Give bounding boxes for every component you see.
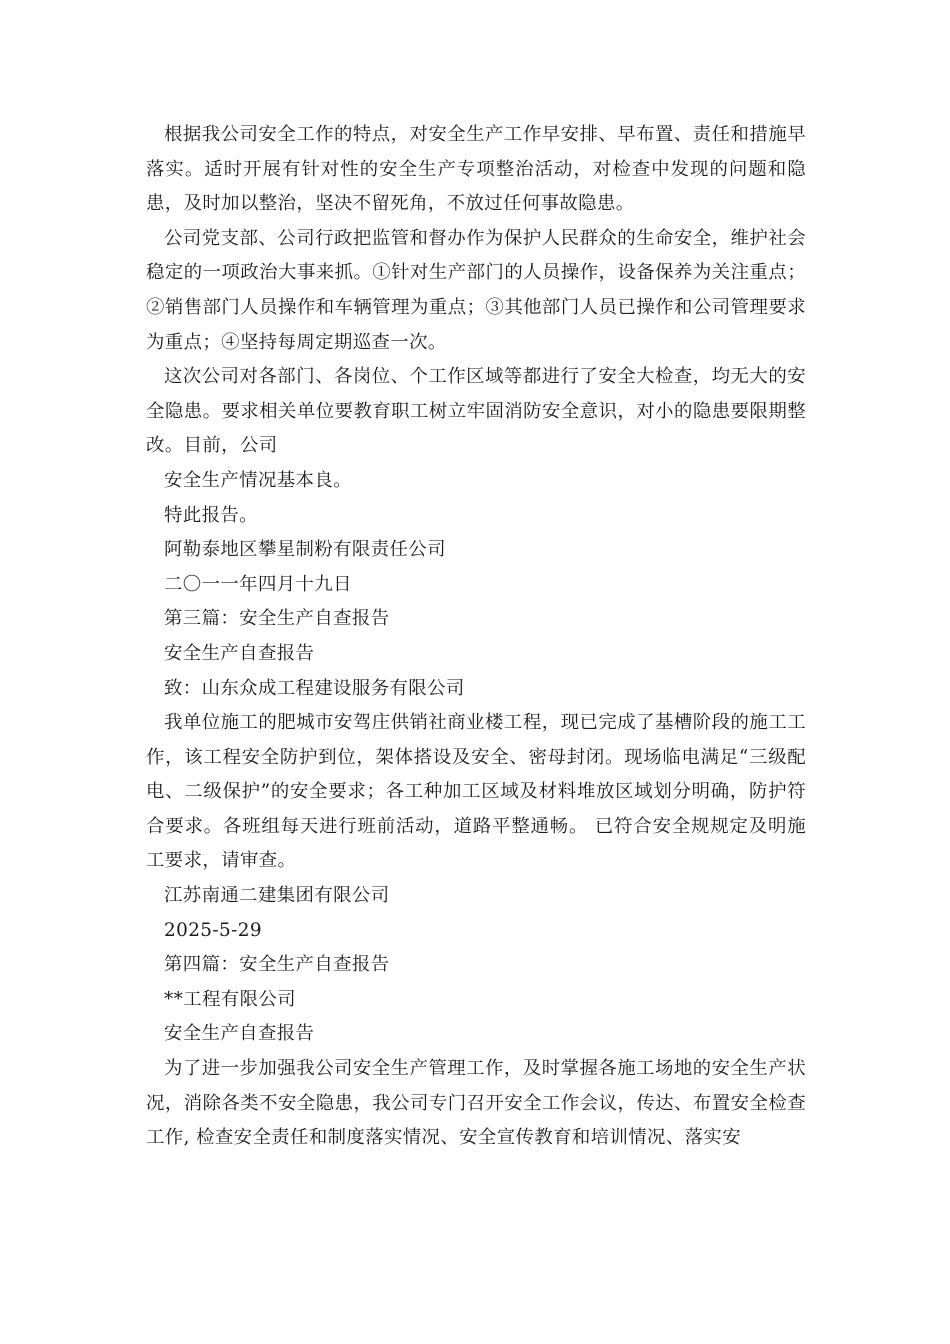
text-safety-status: 安全生产情况基本良。	[164, 469, 352, 491]
document-page	[146, 118, 806, 1156]
company-name-4: **工程有限公司	[164, 988, 296, 1010]
paragraph-party-branch-supervision: 公司党支部、公司行政把监管和督办作为保护人民群众的生命安全，维护社会稳定的一项政治大事来抓。①针对生产部门的人员操作，设备保养为关注重点；②销售部门人员操作和车辆管理为重点；③其他部门人员已操作和公司管理要求为重点；④坚持每周定期巡查一次。	[146, 227, 806, 353]
paragraph-strengthen-management: 为了进一步加强我公司安全生产管理工作，及时掌握各施工场地的安全生产状况，消除各类不安全隐患，我公司专门召开安全工作会议，传达、布置安全检查工作, 检查安全责任和制度落实情况、安全宣传教育和培训情况、落实安	[146, 1058, 806, 1149]
paragraph-construction-status: 我单位施工的肥城市安驾庄供销社商业楼工程，现已完成了基槽阶段的施工工作，该工程安全防护到位，架体搭设及安全、密母封闭。现场临电满足“三级配电、二级保护”的安全要求；各工种加工区域及材料堆放区域划分明确，防护符合要求。各班组每天进行班前活动，道路平整通畅。 已符合安全规规定及明施工要求，请审查。	[146, 712, 806, 872]
report-title-3: 安全生产自查报告	[164, 642, 315, 664]
report-recipient: 致：山东众成工程建设服务有限公司	[164, 677, 465, 699]
section-heading-4: 第四篇：安全生产自查报告	[164, 954, 390, 976]
signature-date-2: 2025-5-29	[164, 919, 262, 941]
signature-company-2: 江苏南通二建集团有限公司	[164, 885, 390, 907]
section-heading-3: 第三篇：安全生产自查报告	[164, 608, 390, 630]
paragraph-inspection-results: 这次公司对各部门、各岗位、个工作区域等都进行了安全大检查，均无大的安全隐患。要求相关单位要教育职工树立牢固消防安全意识，对小的隐患要限期整改。目前，公司	[146, 366, 806, 457]
report-title-4: 安全生产自查报告	[164, 1023, 315, 1045]
signature-date-1: 二〇一一年四月十九日	[164, 573, 352, 595]
paragraph-safety-work-features: 根据我公司安全工作的特点，对安全生产工作早安排、早布置、责任和措施早落实。适时开展有针对性的安全生产专项整治活动，对检查中发现的问题和隐患，及时加以整治，坚决不留死角，不放过任何事故隐患。	[146, 124, 806, 215]
text-report-closing: 特此报告。	[164, 504, 258, 526]
signature-company-1: 阿勒泰地区攀星制粉有限责任公司	[164, 539, 446, 561]
